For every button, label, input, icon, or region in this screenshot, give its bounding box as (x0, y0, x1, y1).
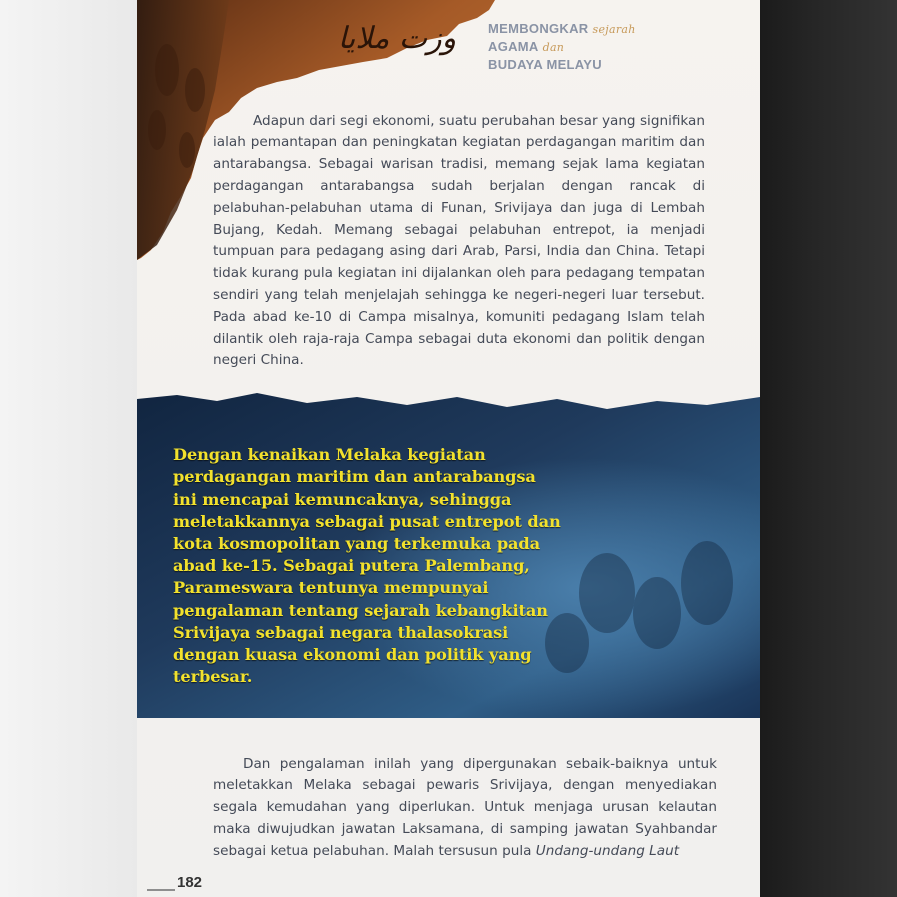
series-title-line1: MEMBONGKAR (488, 21, 589, 36)
paragraph-melaka-heritage (213, 754, 717, 863)
paragraph-2-text: Dan pengalaman inilah yang dipergunakan sebaik-baiknya untuk meletakkan Melaka sebagai pewaris Srivijaya, dengan menyediakan segala kemudahan yang diperlukan. Untuk menjaga urusan kelautan maka diwujudkan jawatan Laksamana, di samping jawatan Syahbandar sebagai ketua pelabuhan. Malah tersusun pula (213, 755, 717, 859)
series-title-script1: sejarah (592, 23, 636, 36)
background-left (0, 0, 137, 897)
paragraph-economy: Adapun dari segi ekonomi, suatu perubahan besar yang signifikan ialah pemantapan dan peningkatan kegiatan perdagangan maritim dan antarabangsa. Sebagai warisan tradisi, memang sejak lama kegiatan perdagangan antarabangsa sudah berjalan dengan rancak di pelabuhan-pelabuhan utama di Funan, Srivijaya dan juga di Lembah Bujang, Kedah. Memang sebagai pelabuhan entrepot, ia menjadi tumpuan para pedagang asing dari Arab, Parsi, India dan China. Tetapi tidak kurang pula kegiatan ini dijalankan oleh para pedagang tempatan sendiri yang telah menjelajah sehingga ke negeri-negeri luar tersebut. Pada abad ke-10 di Campa misalnya, komuniti pedagang Islam telah dilantik oleh raja-raja Campa sebagai duta ekonomi dan politik dengan negeri China. (213, 112, 705, 369)
series-title-script2: dan (542, 41, 565, 54)
book-series-title (488, 20, 738, 73)
book-page (137, 0, 760, 897)
series-title-line3: BUDAYA MELAYU (488, 57, 602, 72)
page-number: 182 (177, 874, 203, 891)
series-title-line2: AGAMA (488, 39, 539, 54)
background-right (760, 0, 897, 897)
paragraph-2-italic-term: Undang-undang Laut (535, 842, 680, 859)
jawi-calligraphy: وزت ملايا (337, 21, 457, 56)
page-number-rule (147, 889, 175, 891)
pull-quote: Dengan kenaikan Melaka kegiatan perdagangan maritim dan antarabangsa ini mencapai kemuncaknya, sehingga meletakkannya sebagai pusat entrepot dan kota kosmopolitan yang terkemuka pada abad ke-15. Sebagai putera Palembang, Parameswara tentunya mempunyai pengalaman tentang sejarah kebangkitan Srivijaya sebagai negara thalasokrasi dengan kuasa ekonomi dan politik yang terbesar. (173, 445, 561, 687)
